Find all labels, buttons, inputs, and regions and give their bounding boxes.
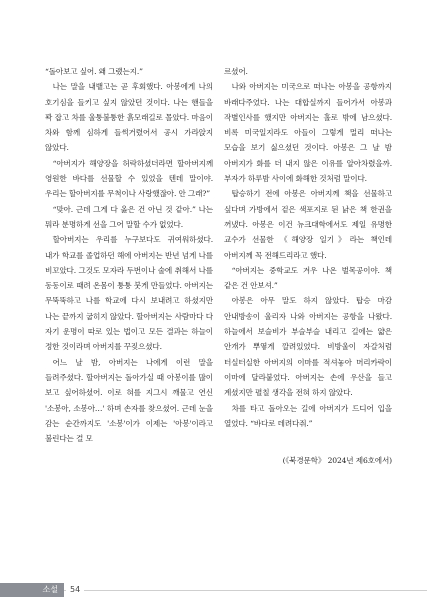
paragraph: 아봉은 아무 말도 하지 않았다. 탑승 마감 안내방송이 울리자 나와 아버지는 공항을 나왔다. 하늘에서 보슬비가 부슬부슬 내리고 길에는 얇은 안개가 뿌옇게 깔려있었다. 비방울이 자갈처럼 터실터실한 아버지의 이마를 적셔놓아 머리카락이 이마에 달라붙었다. 아버지는 손에 우산을 들고 계셨지만 펼칠 생각을 전혀 하지 않았다. <box>224 296 392 398</box>
section-tab <box>0 583 64 597</box>
paragraph: “아버지는 중학교도 겨우 나온 벌목공이야. 책 같은 건 안보셔.” <box>224 265 392 291</box>
section-label: 소설 <box>42 585 58 594</box>
paragraph: 탑승하기 전에 아봉은 아버지께 책을 선물하고 싶다며 가방에서 겉은 색포지로 된 낡은 책 한권을 꺼냈다. 아봉은 이건 뉴크대학에서도 제일 유명한 교수가 선물한 《해양장 일기》라는 책인데 아버지께 꼭 전해드리라고 했다. <box>224 189 392 260</box>
paragraph: 어느 날 밤, 아버지는 나에게 이런 말을 들려주셨다. 할아버지는 돌아가실 때 아봉이를 많이 보고 싶어하셨어. 이로 혀를 지그시 깨물고 연신 '소봉아, 소봉아…' 하며 손자를 찾으셨어. 근데 눈을 감는 순간까지도 '소봉'이가 이제는 '아봉'이라고 불린다는 걸 모 <box>45 357 213 444</box>
footer-rule <box>0 590 427 591</box>
page-footer <box>0 583 427 601</box>
right-text-column <box>224 64 392 468</box>
page-number: 54 <box>66 583 84 597</box>
paragraph: “맞아. 근데 그게 다 옳은 건 아닌 것 같아.” 나는 뭐라 분명하게 선을 그어 말할 수가 없었다. <box>45 204 213 229</box>
paragraph: “돌아보고 싶어. 왜 그랬는지.” <box>45 67 143 76</box>
paragraph: 나는 말을 내뱉고는 곧 후회했다. 아봉에게 나의 호기심을 들키고 싶지 않았던 것이다. 나는 핸들을 꽉 잡고 차를 울퉁불퉁한 흙모래길로 몰았다. 마음이 차와 함께 심하게 들썩거렸어서 공시 가라앉지 않았다. <box>45 82 213 153</box>
paragraph: 나와 아버지는 미국으로 떠나는 아봉을 공항까지 바래다주었다. 나는 대합실까지 들어가서 아봉과 작별인사를 했지만 아버지는 홀로 밖에 남으셨다. 비록 미국일지라도 아들이 그렇게 멀리 떠나는 모습을 보기 싫으셨던 것이다. 아봉은 그 날 밤 아버지가 화를 더 내지 않은 이유를 알아차렸을까. 부자가 하루밤 사이에 화해한 것처럼 말이다. <box>224 82 392 184</box>
paragraph: 할아버지는 우리를 누구보다도 귀여워하셨다. 내가 학교를 졸업하던 해에 아버지는 반년 넘게 나를 비꼬았다. 그것도 모자라 두번이나 술에 취해서 나를 동동이로 때려 온몸이 퉁퉁 붓게 만들었다. 아버지는 무뚝뚝하고 나를 학교에 다시 보내려고 하셨지만 나는 끝까지 굽히지 않았다. 할아버지는 사람마다 다 자기 운명이 따로 있는 법이고 모든 결과는 하늘이 정한 것이라며 아버지를 꾸짖으셨다. <box>45 235 213 352</box>
paragraph: 르셨어. <box>224 67 248 76</box>
paragraph: “아버지가 해양장을 허락하셨더라면 할아버지께 영원한 바다를 선물할 수 있었을 텐데 말이야. 우리는 할아버지를 무척이나 사랑했잖아. 안 그래?” <box>45 158 213 199</box>
paragraph: 차를 타고 돌아오는 길에 아버지가 드디어 입을 열었다. “바다로 데려다줘.” <box>224 403 392 428</box>
left-text-column <box>45 64 213 446</box>
source-citation: (《북경문학》 2024년 제6호에서) <box>282 456 392 466</box>
